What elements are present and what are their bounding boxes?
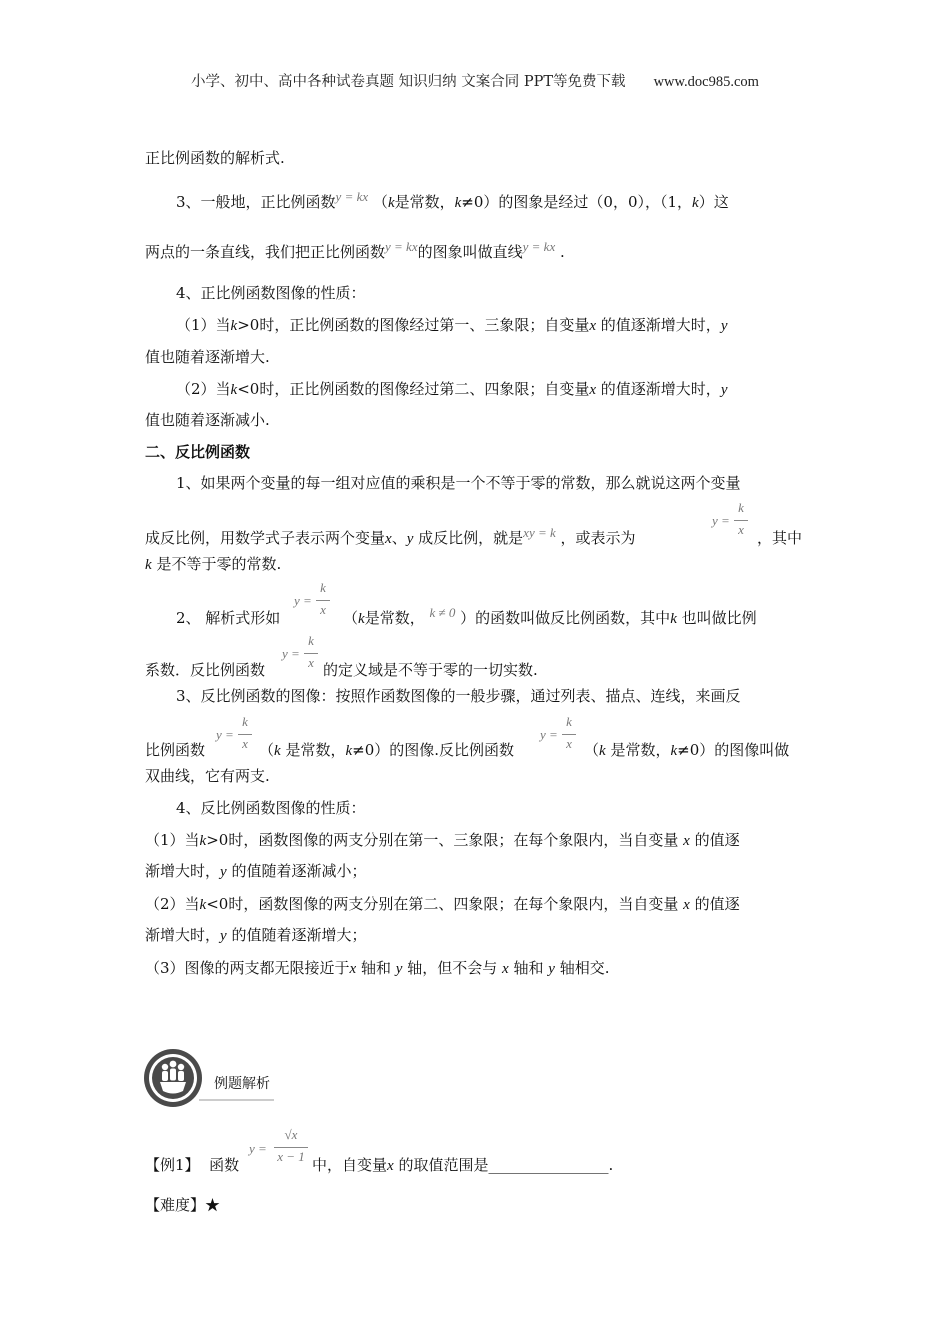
text-run: 系数．反比例函数	[145, 661, 266, 679]
text-run: （2）当	[176, 380, 231, 398]
text-run: 的值逐	[694, 831, 740, 849]
paragraph-line	[145, 660, 265, 680]
paragraph-line	[176, 686, 741, 706]
text-run: 是常数，	[285, 741, 346, 759]
text-run: 成反比例，就是	[418, 529, 524, 547]
text-run: x	[308, 655, 314, 670]
text-run: k	[345, 743, 353, 759]
text-run: （1）当	[176, 316, 231, 334]
text-run: k	[692, 195, 699, 211]
formula: xy = k	[523, 525, 556, 540]
text-run: 是常数，	[364, 609, 425, 627]
text-run: 的值逐	[694, 895, 740, 913]
paragraph-line	[145, 148, 285, 168]
text-run: y	[220, 928, 227, 944]
formula: k ≠ 0	[429, 605, 456, 620]
text-run: k	[566, 714, 572, 729]
text-run: k	[242, 714, 248, 729]
text-run: 正比例函数的解析式.	[145, 149, 285, 167]
text-run: y =	[712, 513, 730, 528]
text-run: （	[259, 741, 275, 759]
text-run: 1、如果两个变量的每一组对应值的乘积是一个不等于零的常数，那么就说这两个变量	[176, 474, 741, 492]
paragraph-line	[176, 798, 366, 818]
paragraph-line	[145, 740, 205, 760]
text-run: 也叫做比例	[681, 609, 757, 627]
fraction-formula	[282, 633, 322, 677]
text-run: k	[387, 195, 395, 211]
paragraph-line	[145, 525, 636, 549]
example-section-icon	[143, 1048, 203, 1112]
text-run: >0时，正比例函数的图像经过第一、三象限；自变量	[237, 316, 590, 334]
example-label: 【例1】	[145, 1156, 200, 1174]
text-run: 渐增大时，	[145, 926, 221, 944]
paragraph-line	[145, 410, 270, 430]
text-run: x	[242, 736, 248, 751]
text-run: 是不等于零的常数.	[156, 555, 282, 573]
text-run: 的值随着逐渐减小；	[231, 862, 367, 880]
text-run: （3）图像的两支都无限接近于	[145, 959, 350, 977]
text-run: k	[599, 743, 606, 759]
text-run: 的值逐渐增大时，	[600, 380, 721, 398]
text-run: y	[220, 864, 227, 880]
text-run: （	[372, 193, 388, 211]
text-run: k	[230, 382, 238, 398]
text-run: y =	[540, 727, 558, 742]
header-url[interactable]: www.doc985.com	[653, 74, 759, 90]
text-run: ，或表示为	[560, 529, 636, 547]
paragraph-line	[145, 861, 366, 882]
text-run: k	[199, 833, 207, 849]
text-run: 的定义域是不等于零的一切实数.	[323, 661, 538, 679]
text-run: 函数	[209, 1156, 240, 1174]
text-run: x − 1	[277, 1149, 305, 1164]
paragraph-line	[145, 554, 281, 575]
text-run: （	[343, 609, 359, 627]
text-run: ）的函数叫做反比例函数，其中	[460, 609, 671, 627]
text-run: 【难度】	[145, 1196, 206, 1214]
paragraph-line	[176, 608, 280, 628]
text-run: ，其中	[757, 529, 803, 547]
text-run: .	[560, 243, 565, 261]
text-run: x	[502, 961, 509, 977]
header-text: 小学、初中、高中各种试卷真题 知识归纳 文案合同 PPT等免费下载	[191, 74, 626, 90]
text-run: 轴和	[361, 959, 392, 977]
text-run: 成反比例，用数学式子表示两个变量	[145, 529, 386, 547]
text-run: ≠0）的图像叫做	[677, 741, 790, 759]
fraction-formula	[712, 500, 752, 544]
text-run: k	[738, 500, 744, 515]
star-icon: ★	[205, 1196, 221, 1214]
text-run: 4、反比例函数图像的性质：	[176, 799, 366, 817]
paragraph-line	[176, 473, 741, 493]
formula: y = kx	[335, 189, 369, 204]
paragraph-line	[176, 283, 366, 303]
paragraph-line	[176, 189, 729, 213]
fraction-formula	[540, 714, 580, 758]
text-run: 4、正比例函数图像的性质：	[176, 284, 366, 302]
text-run: y	[406, 531, 414, 547]
text-run: k	[358, 611, 365, 627]
text-run: y	[548, 961, 555, 977]
text-run: 、	[391, 529, 407, 547]
example-question	[312, 1155, 613, 1176]
text-run: 中，自变量	[312, 1156, 388, 1174]
paragraph-line	[757, 528, 802, 548]
text-run: <0时，函数图像的两支分别在第二、四象限；在每个象限内，当自变量	[206, 895, 679, 913]
text-run: x	[320, 602, 326, 617]
text-run: x	[385, 531, 392, 547]
text-run: y	[720, 382, 728, 398]
text-run: 轴，但不会与	[407, 959, 498, 977]
paragraph-line	[145, 830, 740, 851]
paragraph-line	[145, 766, 270, 786]
text-run: ≠0）的图象是经过（0，0），（1，	[461, 193, 693, 211]
text-run: 3、一般地，正比例函数	[176, 193, 336, 211]
text-run: （1）当	[145, 831, 200, 849]
paragraph-line	[323, 660, 538, 680]
example-section-title: 例题解析	[214, 1076, 270, 1092]
text-run: x	[566, 736, 572, 751]
text-run: x	[589, 318, 597, 334]
text-run: .	[608, 1156, 614, 1174]
paragraph-line	[584, 740, 789, 761]
text-run: y =	[294, 593, 312, 608]
text-run: （	[584, 741, 600, 759]
paragraph-line	[259, 740, 514, 761]
text-run: y	[720, 318, 728, 334]
text-run: 轴和	[513, 959, 544, 977]
text-run: k	[320, 580, 326, 595]
text-run: √x	[284, 1127, 298, 1142]
fraction-formula	[294, 580, 334, 624]
paragraph-line	[176, 379, 727, 400]
formula: y = kx	[522, 239, 556, 254]
text-run: k	[670, 611, 677, 627]
paragraph-line	[145, 347, 270, 367]
text-run: （2）当	[145, 895, 200, 913]
answer-blank[interactable]: ________________	[488, 1156, 609, 1174]
text-run: <0时，正比例函数的图像经过第二、四象限；自变量	[237, 380, 590, 398]
text-run: 值也随着逐渐减小.	[145, 411, 270, 429]
paragraph-line	[145, 958, 610, 979]
text-run: 值也随着逐渐增大.	[145, 348, 270, 366]
text-run: k	[230, 318, 238, 334]
text-run: k	[145, 557, 152, 573]
text-run: 的值随着逐渐增大；	[231, 926, 367, 944]
paragraph-line	[145, 894, 740, 915]
text-run: x	[738, 522, 744, 537]
text-run: 的图象叫做直线	[417, 243, 523, 261]
section-heading	[145, 442, 250, 462]
text-run: 比例函数	[145, 741, 206, 759]
text-run: 的值逐渐增大时，	[600, 316, 721, 334]
text-run: x	[349, 961, 357, 977]
fraction-formula	[216, 714, 256, 758]
text-run: k	[274, 743, 281, 759]
text-run: 2、 解析式形如	[176, 609, 281, 627]
text-run: y	[395, 961, 403, 977]
text-run: x	[683, 833, 690, 849]
text-run: x	[387, 1158, 394, 1174]
difficulty-line	[145, 1195, 220, 1215]
text-run: 两点的一条直线，我们把正比例函数	[145, 243, 386, 261]
text-run: k	[454, 195, 462, 211]
example-question	[145, 1155, 239, 1175]
text-run: 渐增大时，	[145, 862, 221, 880]
text-run: 是常数，	[610, 741, 671, 759]
formula: y = kx	[385, 239, 418, 254]
text-run: 轴相交.	[559, 959, 610, 977]
text-run: 的取值范围是	[398, 1156, 489, 1174]
paragraph-line	[145, 239, 565, 263]
paragraph-line	[343, 605, 757, 629]
text-run: x	[589, 382, 597, 398]
section-title-underline	[199, 1099, 275, 1103]
text-run: y =	[249, 1141, 267, 1156]
text-run: 是常数，	[394, 193, 455, 211]
text-run: y =	[282, 646, 300, 661]
text-run: >0时，函数图像的两支分别在第一、三象限；在每个象限内，当自变量	[206, 831, 679, 849]
text-run: k	[308, 633, 314, 648]
text-run: ≠0）的图像.反比例函数	[352, 741, 515, 759]
text-run: 3、反比例函数的图像：按照作函数图像的一般步骤，通过列表、描点、连线，来画反	[176, 687, 741, 705]
text-run: 二、反比例函数	[145, 443, 251, 461]
people-emblem-icon	[143, 1048, 203, 1108]
text-run: y =	[216, 727, 234, 742]
text-run: k	[670, 743, 678, 759]
paragraph-line	[176, 315, 727, 336]
fraction-formula	[249, 1127, 311, 1173]
paragraph-line	[145, 925, 366, 946]
text-run: 双曲线，它有两支.	[145, 767, 270, 785]
text-run: k	[199, 897, 207, 913]
text-run: x	[683, 897, 690, 913]
text-run: ）这	[698, 193, 729, 211]
page-header	[0, 70, 950, 91]
